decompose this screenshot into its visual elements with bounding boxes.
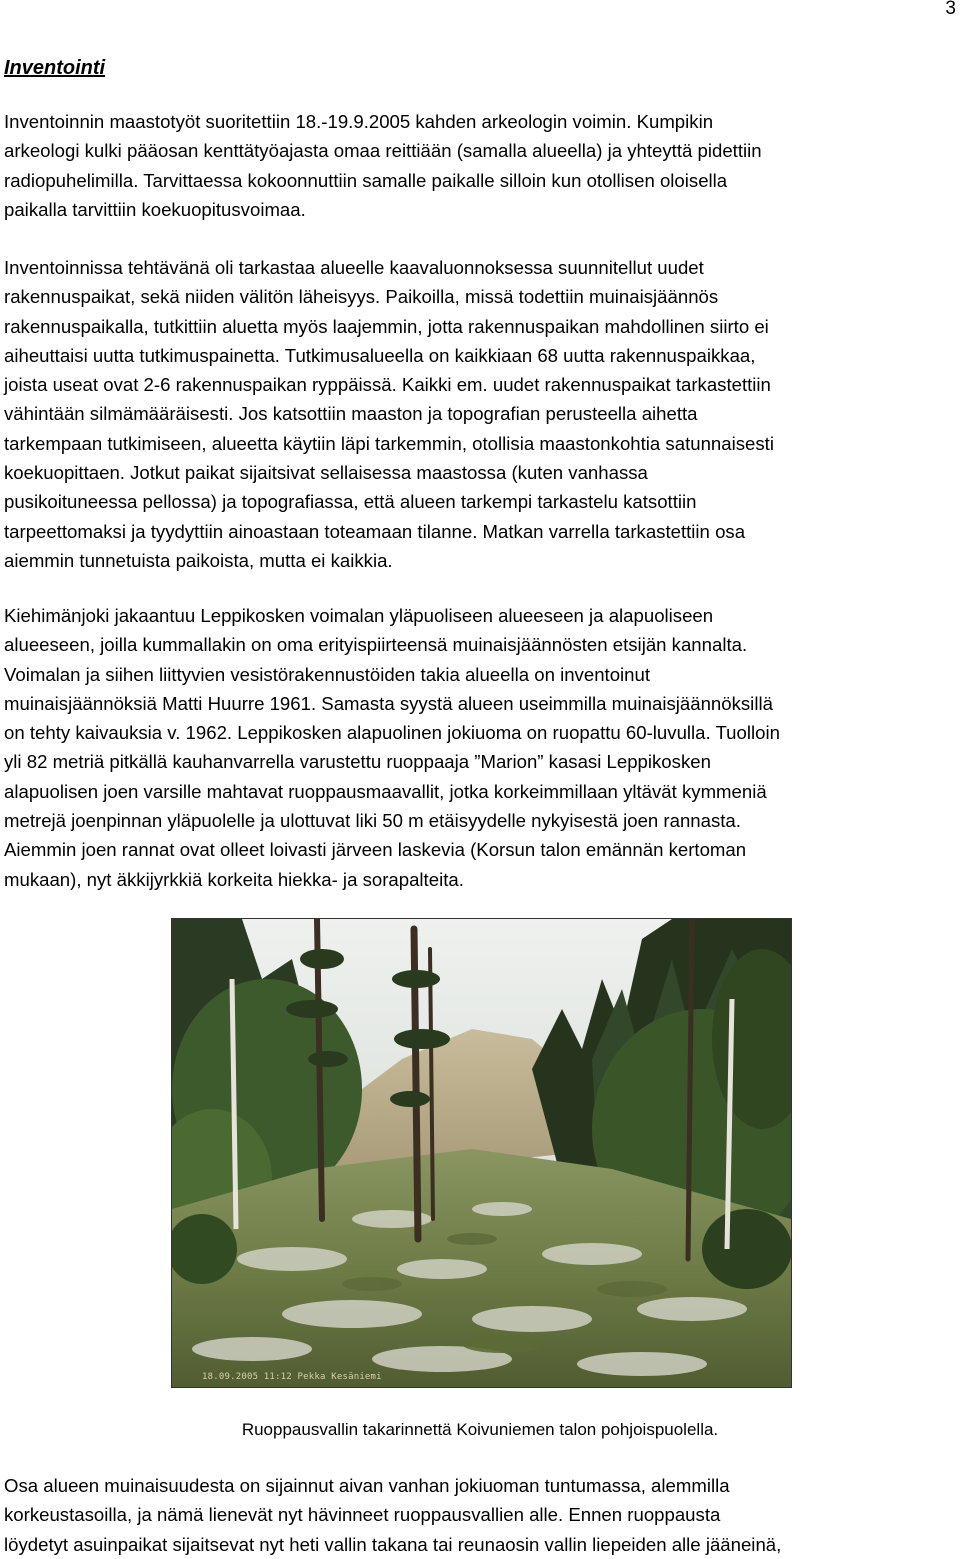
text-line: aiemmin tunnetuista paikoista, mutta ei kaikkia. xyxy=(4,549,393,571)
text-line: vähintään silmämääräisesti. Jos katsottiin maaston ja topografian perusteella aihetta xyxy=(4,403,698,425)
photo-timestamp: 18.09.2005 11:12 Pekka Kesäniemi xyxy=(202,1372,382,1382)
text-line: radiopuhelimilla. Tarvittaessa kokoonnuttiin samalle paikalle silloin kun otollisen oloisella xyxy=(4,169,728,191)
text-line: metrejä joenpinnan yläpuolelle ja ulottuvat liki 50 m etäisyydelle nykyisestä joen rannasta. xyxy=(4,810,741,832)
text-line: alapuolisen joen varsille mahtavat ruoppausmaavallit, jotka korkeimmillaan yltävät kymmeniä xyxy=(4,780,767,802)
text-line: tarkempaan tutkimiseen, alueetta käytiin läpi tarkemmin, otollisia maastonkohtia satunnaisesti xyxy=(4,432,774,454)
forest-photo xyxy=(171,918,792,1388)
page-number: 3 xyxy=(945,0,956,19)
text-line: Osa alueen muinaisuudesta on sijainnut aivan vanhan jokiuoman tuntumassa, alemmilla xyxy=(4,1475,730,1496)
text-line: arkeologi kulki pääosan kenttätyöajasta omaa reittiään (samalla alueella) ja yhteyttä pidettiin xyxy=(4,140,762,162)
text-line: on tehty kaivauksia v. 1962. Leppikosken alapuolinen jokiuoma on ruopattu 60-luvulla. Tuolloin xyxy=(4,722,780,744)
text-line: Inventoinnissa tehtävänä oli tarkastaa alueelle kaavaluonnoksessa suunnitellut uudet xyxy=(4,257,704,278)
text-line: pusikoituneessa pellossa) ja topografiassa, että alueen tarkempi tarkastelu katsottiin xyxy=(4,491,697,513)
text-line: alueeseen, joilla kummallakin on oma erityispiirteensä muinaisjäännösten etsijän kannalta. xyxy=(4,634,748,656)
text-line: yli 82 metriä pitkällä kauhanvarrella varustettu ruoppaaja ”Marion” kasasi Leppikosken xyxy=(4,751,711,773)
text-line: koekuopittaen. Jotkut paikat sijaitsivat sellaisessa maastossa (kuten vanhassa xyxy=(4,462,648,484)
text-line: Voimalan ja siihen liittyvien vesistörakennustöiden takia alueella on inventoinut xyxy=(4,663,651,685)
text-line: löydetyt asuinpaikat sijaitsevat nyt heti vallin takana tai reunaosin vallin liepeiden alle jääneinä, xyxy=(4,1533,782,1555)
text-line: tarpeettomaksi ja tyydyttiin ainoastaan toteamaan tilanne. Matkan varrella tarkastettiin osa xyxy=(4,520,746,542)
text-line: Kiehimänjoki jakaantuu Leppikosken voimalan yläpuoliseen alueeseen ja alapuoliseen xyxy=(4,605,714,626)
text-line: korkeustasoilla, ja nämä lienevät nyt hävinneet ruoppausvallien alle. Ennen ruoppausta xyxy=(4,1504,721,1526)
text-line: Inventoinnin maastotyöt suoritettiin 18.-19.9.2005 kahden arkeologin voimin. Kumpikin xyxy=(4,111,714,132)
paragraph-1 xyxy=(4,107,958,224)
text-line: Aiemmin joen rannat ovat olleet loivasti järveen laskevia (Korsun talon emännän kertoman xyxy=(4,839,747,861)
text-line: joista useat ovat 2-6 rakennuspaikan ryppäissä. Kaikki em. uudet rakennuspaikat tarkastettiin xyxy=(4,374,771,396)
text-line: aiheuttaisi uutta tutkimuspainetta. Tutkimusalueella on kaikkiaan 68 uutta rakennuspaikkaa, xyxy=(4,344,756,366)
paragraph-2 xyxy=(4,253,958,575)
text-line: mukaan), nyt äkkijyrkkiä korkeita hiekka- ja sorapalteita. xyxy=(4,868,464,890)
section-heading: Inventointi xyxy=(4,57,106,79)
forest-photo-illustration xyxy=(172,919,791,1387)
text-line: rakennuspaikalla, tutkittiin aluetta myös laajemmin, jotta rakennuspaikan mahdollinen siirto ei xyxy=(4,315,769,337)
paragraph-3 xyxy=(4,601,958,894)
text-line: muinaisjäännöksiä Matti Huurre 1961. Samasta syystä alueen useimmilla muinaisjäännöksillä xyxy=(4,692,773,714)
photo-caption: Ruoppausvallin takarinnettä Koivuniemen talon pohjoispuolella. xyxy=(241,1420,719,1439)
text-line: paikalla tarvittiin koekuopitusvoimaa. xyxy=(4,198,306,220)
paragraph-4 xyxy=(4,1471,958,1559)
text-line: rakennuspaikat, sekä niiden välitön läheisyys. Paikoilla, missä todettiin muinaisjäännös xyxy=(4,286,719,308)
